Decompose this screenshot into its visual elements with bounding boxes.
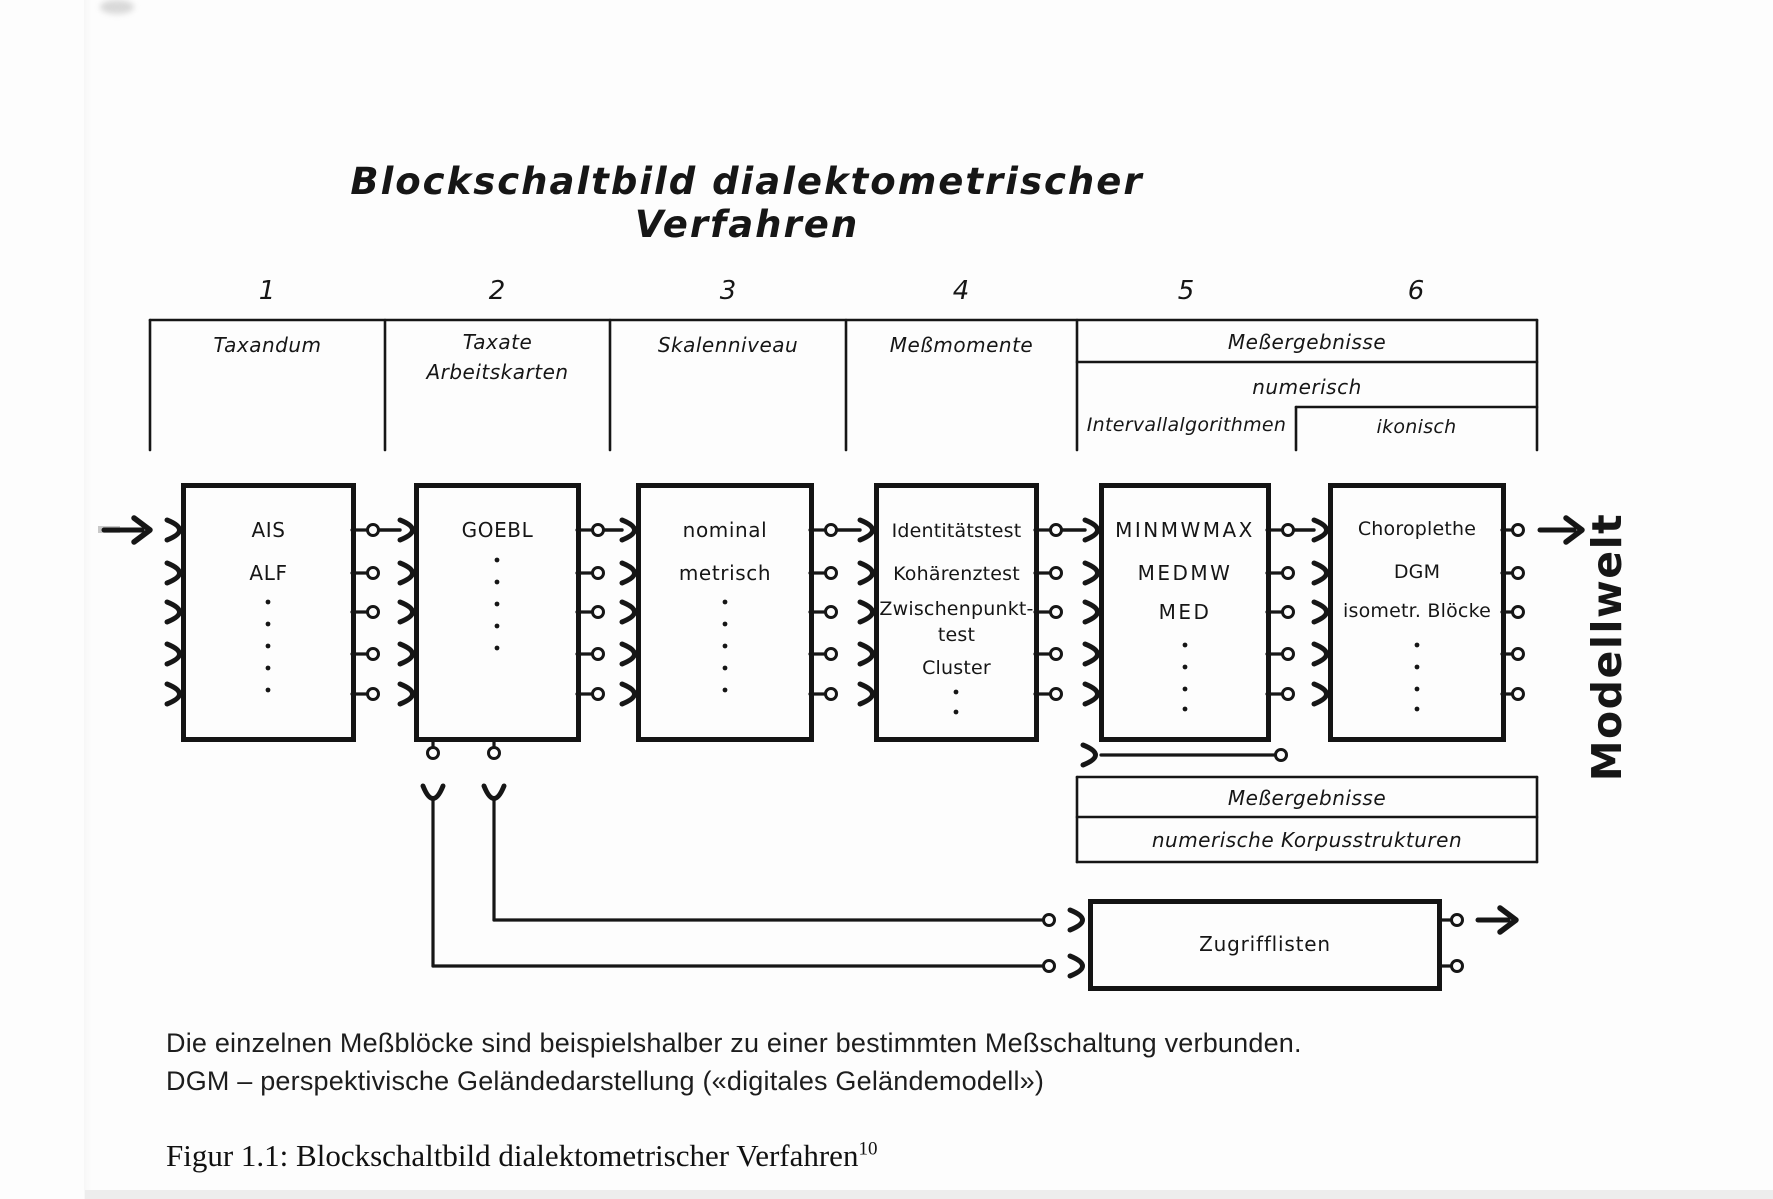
output-terminal-icon xyxy=(1513,607,1524,618)
input-fork-icon xyxy=(1070,910,1083,930)
output-terminal-icon xyxy=(826,607,837,618)
output-terminal-icon xyxy=(1513,649,1524,660)
column-number-2: 2 xyxy=(488,276,506,306)
block-line: isometr. Blöcke xyxy=(1343,600,1491,622)
input-fork-icon xyxy=(860,644,873,664)
block-intervallalgorithmen xyxy=(1099,483,1271,742)
block-line: ALF xyxy=(249,561,288,585)
output-terminal-icon xyxy=(826,649,837,660)
input-fork-icon xyxy=(1314,563,1327,583)
input-fork-icon xyxy=(400,520,413,540)
output-terminal-icon xyxy=(368,689,379,700)
output-terminal-icon xyxy=(593,689,604,700)
bottom-terminal-icon xyxy=(428,748,439,759)
note-line-1: Die einzelnen Meßblöcke sind beispielshalber zu einer bestimmten Meßschaltung verbunden. xyxy=(166,1028,1302,1058)
output-terminal-icon xyxy=(826,568,837,579)
input-fork-icon xyxy=(1085,684,1098,704)
block-line: Zwischenpunkt- xyxy=(879,598,1034,620)
bottom-terminal-icon xyxy=(489,748,500,759)
output-terminal-icon xyxy=(593,525,604,536)
input-terminal-icon xyxy=(1044,961,1055,972)
input-fork-icon xyxy=(1085,644,1098,664)
input-fork-icon xyxy=(1314,602,1327,622)
block-line: Cluster xyxy=(922,657,991,679)
input-fork-icon xyxy=(1083,745,1096,765)
block-line: AIS xyxy=(251,518,286,542)
input-fork-icon xyxy=(1070,956,1083,976)
input-terminal-icon xyxy=(1044,915,1055,926)
header-taxandum: Taxandum xyxy=(213,333,322,357)
output-terminal-icon xyxy=(593,568,604,579)
header-taxate: Taxate xyxy=(462,330,533,354)
input-fork-icon xyxy=(1314,520,1327,540)
output-terminal-icon xyxy=(368,649,379,660)
header-skalenniveau: Skalenniveau xyxy=(657,333,799,357)
header-messmomente: Meßmomente xyxy=(889,333,1034,357)
output-terminal-icon xyxy=(1513,568,1524,579)
output-terminal-icon xyxy=(1276,750,1287,761)
figure-title: Blockschaltbild dialektometrischer Verfahren xyxy=(350,160,1144,246)
input-fork-icon xyxy=(622,684,635,704)
block-ikonisch xyxy=(1328,483,1506,742)
output-terminal-icon xyxy=(368,607,379,618)
input-fork-icon xyxy=(1085,563,1098,583)
input-fork-icon xyxy=(860,684,873,704)
output-terminal-icon xyxy=(1283,525,1294,536)
header-numerisch: numerisch xyxy=(1252,375,1362,399)
caption-text: Figur 1.1: Blockschaltbild dialektometrischer Verfahren xyxy=(166,1138,859,1173)
header-ikonisch: ikonisch xyxy=(1376,416,1457,438)
input-fork-icon xyxy=(1085,520,1098,540)
input-fork-icon xyxy=(400,602,413,622)
output-terminal-icon xyxy=(1051,689,1062,700)
header-messergebnisse: Meßergebnisse xyxy=(1227,330,1387,354)
output-terminal-icon xyxy=(1283,607,1294,618)
column-number-4: 4 xyxy=(952,276,970,306)
block-line: metrisch xyxy=(678,561,772,585)
scan-bottom-strip xyxy=(85,1190,1773,1199)
lowerbox-sub: numerische Korpusstrukturen xyxy=(1151,828,1463,852)
figure-caption xyxy=(166,1138,1466,1174)
input-fork-icon xyxy=(860,520,873,540)
block-line: MEDMW xyxy=(1137,561,1233,585)
output-terminal-icon xyxy=(1051,525,1062,536)
block-line: GOEBL xyxy=(461,518,534,542)
input-fork-icon xyxy=(167,563,180,583)
block-line: Choroplethe xyxy=(1357,518,1477,540)
input-fork-icon xyxy=(1314,644,1327,664)
output-terminal-icon xyxy=(1283,689,1294,700)
input-fork-icon xyxy=(622,563,635,583)
block-taxandum xyxy=(181,483,356,742)
input-fork-icon xyxy=(860,563,873,583)
input-fork-icon xyxy=(622,520,635,540)
block-line: DGM xyxy=(1393,561,1441,583)
output-terminal-icon xyxy=(1452,961,1463,972)
block-line: Identitätstest xyxy=(891,520,1022,542)
input-fork-icon xyxy=(400,644,413,664)
output-terminal-icon xyxy=(1513,689,1524,700)
output-terminal-icon xyxy=(1051,607,1062,618)
output-terminal-icon xyxy=(1051,649,1062,660)
down-fork-icon xyxy=(423,786,443,799)
column-number-6: 6 xyxy=(1407,276,1425,306)
column-number-3: 3 xyxy=(719,276,737,306)
down-fork-icon xyxy=(484,786,504,799)
block-zugrifflisten xyxy=(1088,899,1442,991)
input-fork-icon xyxy=(400,684,413,704)
input-fork-icon xyxy=(400,563,413,583)
block-skalenniveau xyxy=(636,483,814,742)
output-terminal-icon xyxy=(1452,915,1463,926)
input-fork-icon xyxy=(860,602,873,622)
output-terminal-icon xyxy=(593,649,604,660)
output-terminal-icon xyxy=(1513,525,1524,536)
block-line: nominal xyxy=(682,518,768,542)
input-fork-icon xyxy=(1085,602,1098,622)
input-fork-icon xyxy=(167,644,180,664)
input-fork-icon xyxy=(622,602,635,622)
block-line: Zugrifflisten xyxy=(1199,932,1331,956)
output-terminal-icon xyxy=(1283,649,1294,660)
output-terminal-icon xyxy=(1283,568,1294,579)
lowerbox-title: Meßergebnisse xyxy=(1227,786,1387,810)
block-messmomente xyxy=(874,483,1039,742)
input-fork-icon xyxy=(1314,684,1327,704)
block-line: Kohärenztest xyxy=(893,563,1020,585)
input-fork-icon xyxy=(167,602,180,622)
output-terminal-icon xyxy=(1051,568,1062,579)
block-taxate xyxy=(414,483,581,742)
column-number-5: 5 xyxy=(1177,276,1195,306)
output-terminal-icon xyxy=(593,607,604,618)
caption-footnote-mark: 10 xyxy=(858,1138,878,1160)
column-number-1: 1 xyxy=(258,276,276,306)
output-terminal-icon xyxy=(368,568,379,579)
input-fork-icon xyxy=(167,684,180,704)
block-line: MED xyxy=(1158,600,1212,624)
output-terminal-icon xyxy=(368,525,379,536)
note-line-2: DGM – perspektivische Geländedarstellung («digitales Geländemodell») xyxy=(166,1066,1045,1096)
output-terminal-icon xyxy=(826,525,837,536)
modellwelt-label: Modellwelt xyxy=(1583,512,1631,782)
input-fork-icon xyxy=(167,520,180,540)
header-intervallalgorithmen: Intervallalgorithmen xyxy=(1086,414,1287,436)
header-arbeitskarten: Arbeitskarten xyxy=(426,360,569,384)
block-line: MINMWMAX xyxy=(1115,518,1255,542)
input-fork-icon xyxy=(622,644,635,664)
block-line: test xyxy=(937,624,976,646)
output-terminal-icon xyxy=(826,689,837,700)
